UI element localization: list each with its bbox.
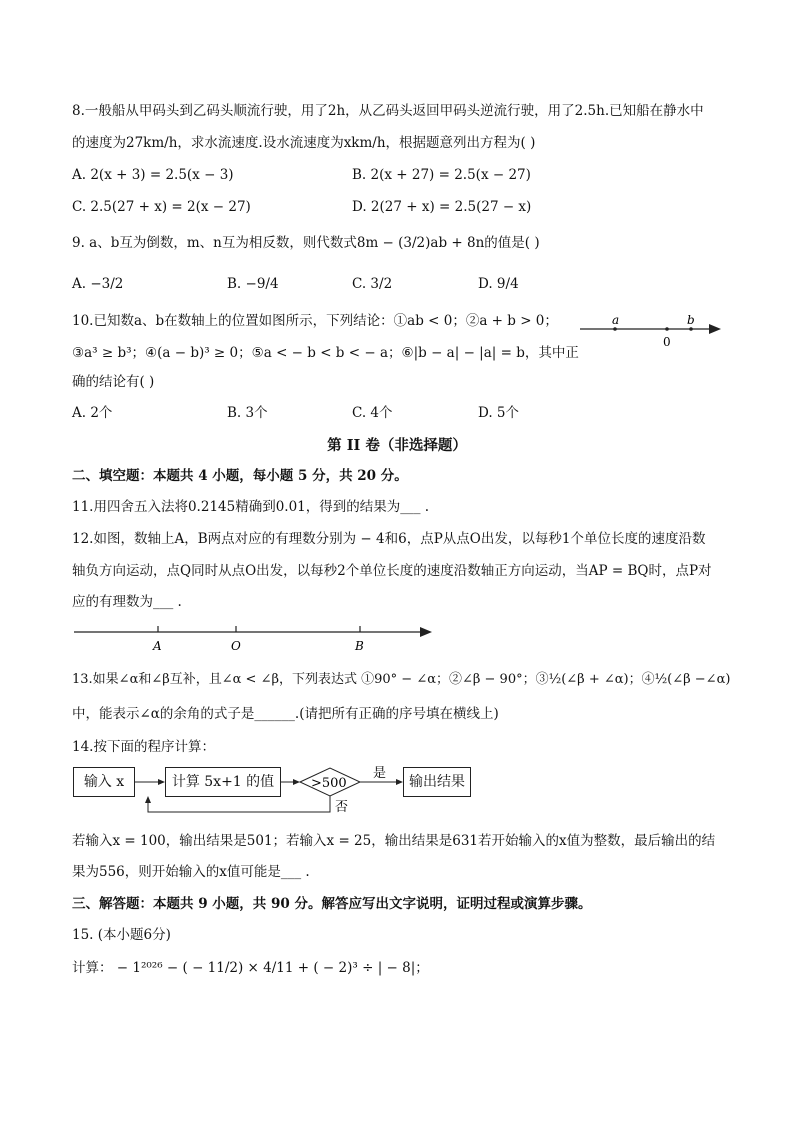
q9-option-c: C. 3/2 — [352, 276, 393, 292]
q13-line2: 中，能表示∠α的余角的式子是______.(请把所有正确的序号填在横线上) — [72, 706, 499, 722]
q10-label-a: a — [612, 313, 620, 327]
q8-line1: 8.一般船从甲码头到乙码头顺流行驶，用了2h，从乙码头返回甲码头逆流行驶，用了2.5h.已知船在静水中 — [72, 103, 704, 119]
q9-option-a: A. −3/2 — [72, 276, 124, 292]
flow-output-box: 输出结果 — [403, 767, 471, 797]
flow-arrowhead-1 — [158, 779, 165, 785]
q13-line1: 13.如果∠α和∠β互补，且∠α < ∠β，下列表达式 ①90° − ∠α；②∠β − 90°；③½(∠β + ∠α)；④½(∠β −∠α) — [72, 672, 731, 687]
q10-line2: ③a³ ≥ b³；④(a − b)³ ≥ 0；⑤a < − b < b < − a；⑥|b − a| − |a| = b，其中正 — [72, 345, 579, 361]
section-two-heading: 二、填空题：本题共 4 小题，每小题 5 分，共 20 分。 — [72, 468, 408, 484]
flow-input-box: 输入 x — [73, 767, 135, 797]
q10-axis-arrow — [709, 324, 721, 334]
q12-axis-arrow — [420, 627, 432, 637]
q15-title: 15. (本小题6分) — [72, 927, 171, 943]
q9-option-d: D. 9/4 — [478, 276, 519, 292]
q10-option-d: D. 5个 — [478, 405, 520, 421]
q15-line1: 计算： − 1²⁰²⁶ − ( − 11/2) × 4/11 + ( − 2)³ ÷ | − 8|； — [72, 960, 429, 976]
flow-arrow-no-loop — [148, 796, 330, 812]
flow-yes-label: 是 — [373, 766, 387, 781]
q8-option-d: D. 2(27 + x) = 2.5(27 − x) — [352, 199, 532, 215]
q10-point-a — [613, 327, 617, 331]
q12-label-b: B — [355, 639, 364, 653]
q8-line2: 的速度为27km/h，求水流速度.设水流速度为xkm/h，根据题意列出方程为( ) — [72, 135, 536, 151]
q12-number-line — [70, 620, 440, 656]
q12-line2: 轴负方向运动，点Q同时从点O出发，以每秒2个单位长度的速度沿数轴正方向运动，当AP = BQ时，点P对 — [72, 563, 712, 579]
part-two-title: 第 II 卷（非选择题） — [327, 437, 467, 454]
q11-line: 11.用四舍五入法将0.2145精确到0.01，得到的结果为___ . — [72, 499, 430, 515]
section-three-heading: 三、解答题：本题共 9 小题，共 90 分。解答应写出文字说明，证明过程或演算步骤。 — [72, 896, 592, 912]
q10-option-a: A. 2个 — [72, 405, 113, 421]
q9-line1: 9. a、b互为倒数，m、n互为相反数，则代数式8m − (3/2)ab + 8n的值是( ) — [72, 235, 540, 251]
flow-connectors — [130, 760, 410, 820]
q9-option-b: B. −9/4 — [227, 276, 279, 292]
q10-line1: 10.已知数a、b在数轴上的位置如图所示，下列结论：①ab < 0；②a + b > 0； — [72, 313, 558, 329]
q10-number-line — [575, 310, 725, 350]
q10-label-b: b — [687, 313, 695, 327]
q10-option-c: C. 4个 — [352, 405, 393, 421]
q14-line1: 14.按下面的程序计算： — [72, 739, 215, 755]
flow-diamond-label: >500 — [311, 776, 347, 791]
q8-option-a: A. 2(x + 3) = 2.5(x − 3) — [72, 167, 234, 183]
q10-line3: 确的结论有( ) — [72, 374, 155, 390]
q10-option-b: B. 3个 — [227, 405, 268, 421]
q12-label-o: O — [231, 639, 241, 653]
q12-line1: 12.如图，数轴上A，B两点对应的有理数分别为 − 4和6，点P从点O出发，以每秒1个单位长度的速度沿数 — [72, 531, 706, 547]
q12-line3: 应的有理数为___ . — [72, 594, 182, 610]
q10-point-b — [689, 327, 693, 331]
q14-line3: 果为556，则开始输入的x值可能是___ . — [72, 864, 310, 880]
flow-arrowhead-3 — [396, 779, 403, 785]
q8-option-b: B. 2(x + 27) = 2.5(x − 27) — [352, 167, 531, 183]
flow-calc-box: 计算 5x+1 的值 — [165, 767, 281, 797]
q8-option-c: C. 2.5(27 + x) = 2(x − 27) — [72, 199, 251, 215]
flow-no-label: 否 — [335, 800, 349, 815]
q10-point-zero — [665, 327, 669, 331]
q14-line2: 若输入x = 100，输出结果是501；若输入x = 25，输出结果是631若开始输入的x值为整数，最后输出的结 — [72, 833, 716, 849]
flow-arrowhead-4 — [145, 796, 151, 803]
q12-label-a: A — [153, 639, 162, 653]
q10-label-zero: 0 — [663, 335, 671, 349]
